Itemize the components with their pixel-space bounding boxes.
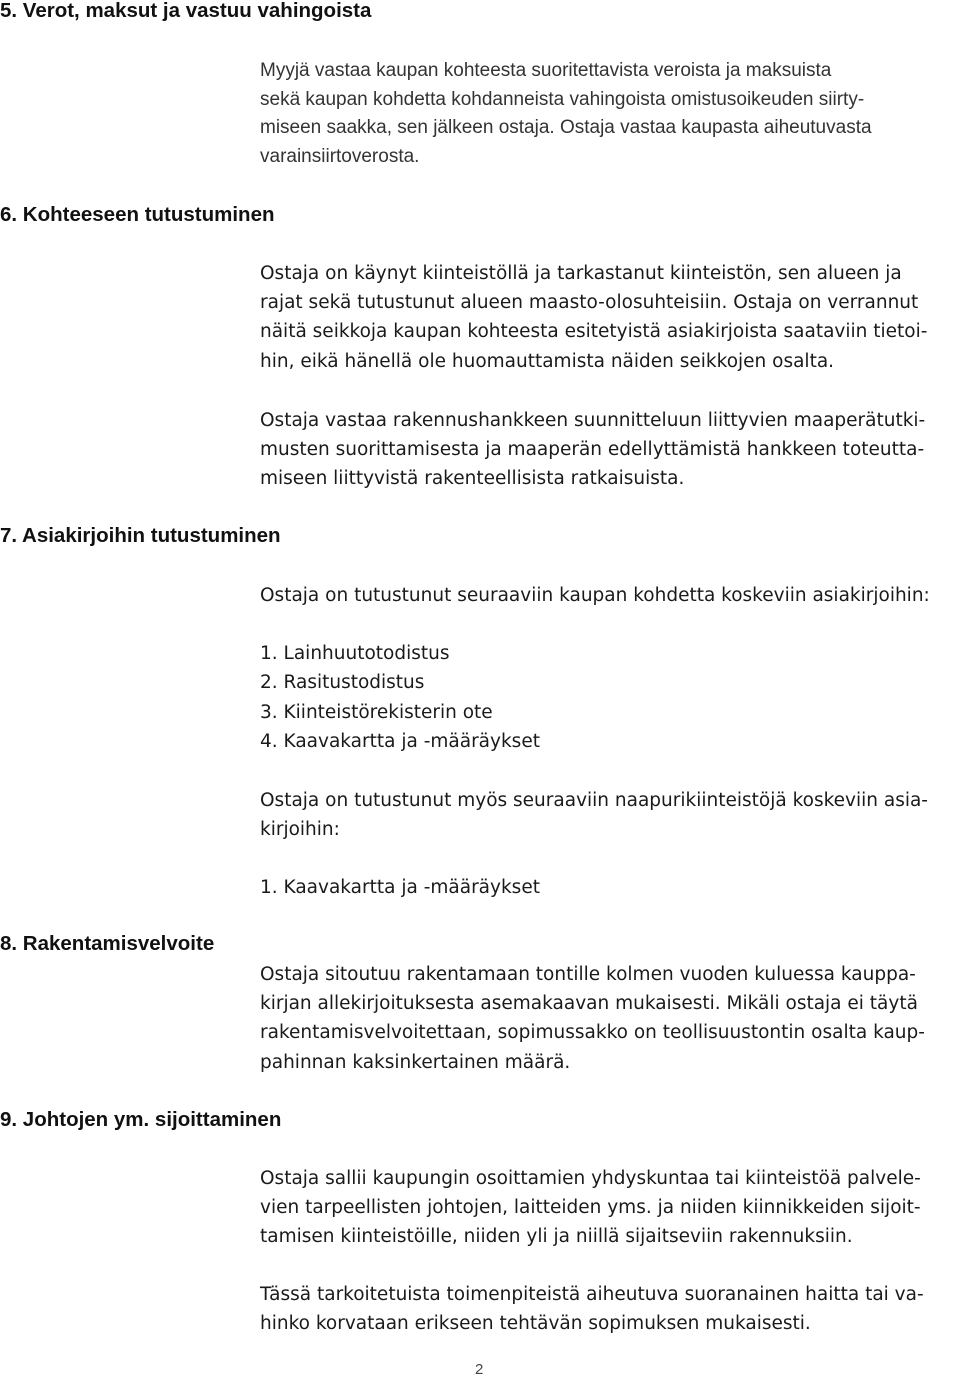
section-heading-5: 5. Verot, maksut ja vastuu vahingoista (0, 0, 372, 22)
text-line: pahinnan kaksinkertainen määrä. (260, 1051, 571, 1073)
neighbor-document-list (260, 873, 540, 902)
section-6-paragraph-1 (260, 259, 960, 376)
list-item: 4. Kaavakartta ja -määräykset (260, 730, 540, 752)
section-6-paragraph-2 (260, 406, 960, 494)
section-7-intro (260, 581, 960, 610)
text-line: varainsiirtoverosta. (260, 146, 420, 168)
text-line: Ostaja on tutustunut myös seuraaviin naapurikiinteistöjä koskeviin asia- (260, 790, 928, 811)
section-8-paragraph-1 (260, 960, 960, 1077)
section-5-paragraph-1 (260, 57, 960, 172)
section-9-paragraph-1 (260, 1164, 960, 1252)
text-line: Ostaja sallii kaupungin osoittamien yhdyskuntaa tai kiinteistöä palvele- (260, 1168, 921, 1189)
list-item: 1. Lainhuutotodistus (260, 643, 450, 664)
text-line: Tässä tarkoitetuista toimenpiteistä aiheutuva suoranainen haitta tai va- (260, 1284, 924, 1305)
text-line: rajat sekä tutustunut alueen maasto-olosuhteisiin. Ostaja on verrannut (260, 292, 919, 314)
text-line: Ostaja vastaa rakennushankkeen suunnitteluun liittyvien maaperätutki- (260, 410, 926, 431)
page-number: 2 (475, 1361, 484, 1378)
text-line: näitä seikkoja kaupan kohteesta esitetyistä asiakirjoista saataviin tietoi- (260, 321, 928, 343)
text-line: miseen liittyvistä rakenteellisista ratkaisuista. (260, 468, 685, 490)
section-heading-7: 7. Asiakirjoihin tutustuminen (0, 524, 281, 547)
document-list (260, 639, 540, 756)
text-line: sekä kaupan kohdetta kohdanneista vahingoista omistusoikeuden siirty- (260, 88, 865, 110)
section-heading-6: 6. Kohteeseen tutustuminen (0, 203, 275, 226)
list-item: 2. Rasitustodistus (260, 672, 425, 694)
text-line: hin, eikä hänellä ole huomauttamista näiden seikkojen osalta. (260, 350, 835, 372)
section-9-paragraph-2 (260, 1280, 960, 1338)
text-line: kirjan allekirjoituksesta asemakaavan mukaisesti. Mikäli ostaja ei täytä (260, 993, 918, 1015)
text-line: miseen saakka, sen jälkeen ostaja. Ostaja vastaa kaupasta aiheutuvasta (260, 117, 872, 139)
text-line: vien tarpeellisten johtojen, laitteiden yms. ja niiden kiinnikkeiden sijoit- (260, 1197, 921, 1219)
text-line: rakentamisvelvoitettaan, sopimussakko on teollisuustontin osalta kaup- (260, 1022, 925, 1044)
text-line: tamisen kiinteistöille, niiden yli ja niillä sijaitseviin rakennuksiin. (260, 1226, 853, 1248)
text-line: hinko korvataan erikseen tehtävän sopimuksen mukaisesti. (260, 1313, 811, 1335)
text-line: Ostaja on tutustunut seuraaviin kaupan kohdetta koskeviin asiakirjoihin: (260, 585, 930, 606)
text-line: musten suorittamisesta ja maaperän edellyttämistä hankkeen toteutta- (260, 439, 925, 461)
list-item: 3. Kiinteistörekisterin ote (260, 701, 493, 723)
text-line: Ostaja sitoutuu rakentamaan tontille kolmen vuoden kuluessa kauppa- (260, 964, 916, 985)
section-7-neighbor-intro (260, 786, 960, 844)
text-line: Myyjä vastaa kaupan kohteesta suoritettavista veroista ja maksuista (260, 60, 832, 81)
section-heading-9: 9. Johtojen ym. sijoittaminen (0, 1108, 282, 1131)
list-item: 1. Kaavakartta ja -määräykset (260, 877, 540, 898)
text-line: kirjoihin: (260, 819, 340, 841)
section-heading-8: 8. Rakentamisvelvoite (0, 932, 215, 955)
text-line: Ostaja on käynyt kiinteistöllä ja tarkastanut kiinteistön, sen alueen ja (260, 263, 902, 284)
